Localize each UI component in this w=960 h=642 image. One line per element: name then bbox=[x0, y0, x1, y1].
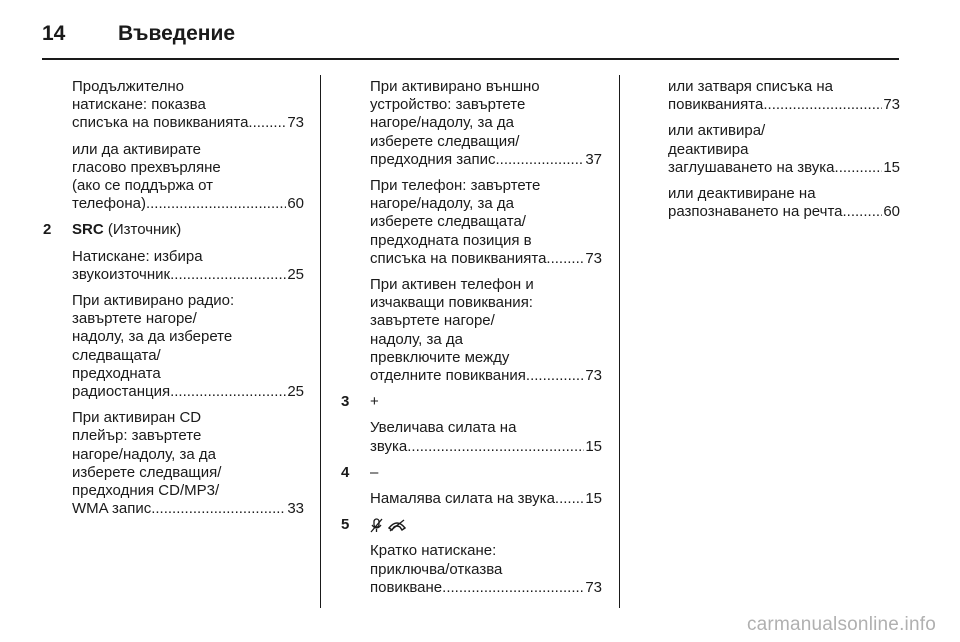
dot-leader bbox=[843, 203, 883, 221]
entry-text-line: гласово прехвърляне bbox=[72, 158, 221, 176]
entry-last-line bbox=[72, 383, 304, 401]
dot-leader bbox=[151, 500, 286, 518]
entry-text-line: предходния запис bbox=[370, 150, 496, 168]
index-entry bbox=[370, 419, 602, 455]
plus-symbol: + bbox=[370, 393, 379, 411]
entry-last-line bbox=[370, 250, 602, 268]
entry-text-line: разпознаването на речта bbox=[668, 203, 843, 221]
index-entry bbox=[72, 409, 304, 518]
entry-text-line: устройство: завъртете bbox=[370, 96, 526, 114]
index-entry bbox=[72, 248, 304, 284]
entry-text-line: При активирано външно bbox=[370, 78, 540, 95]
page-reference: 33 bbox=[287, 500, 304, 518]
item-2-heading bbox=[43, 221, 304, 239]
entry-text-line: списъка на повикванията bbox=[370, 249, 547, 267]
item-number: 4 bbox=[341, 463, 350, 481]
item-3-heading bbox=[341, 393, 602, 411]
entry-text-line: изчакващи повиквания: bbox=[370, 294, 533, 312]
index-entry bbox=[668, 122, 900, 177]
page-reference: 25 bbox=[287, 383, 304, 401]
item-label-bold: SRC bbox=[72, 221, 104, 239]
page-reference: 37 bbox=[585, 150, 602, 168]
header-rule bbox=[42, 58, 899, 60]
index-entry bbox=[370, 490, 602, 508]
page-header bbox=[42, 14, 235, 54]
index-entry bbox=[668, 185, 900, 221]
entry-text-line: плейър: завъртете bbox=[72, 427, 202, 445]
index-entry bbox=[72, 292, 304, 401]
entry-text-line: Кратко натискане: bbox=[370, 542, 497, 560]
item-number: 2 bbox=[43, 221, 52, 239]
page-reference: 73 bbox=[287, 114, 304, 132]
entry-text-line: следващата/ bbox=[72, 346, 161, 364]
entry-last-line bbox=[72, 195, 304, 213]
entry-last-line bbox=[668, 96, 900, 114]
entry-text-line: нагоре/надолу, за да bbox=[72, 445, 216, 463]
entry-text-line: или затваря списъка на bbox=[668, 78, 833, 95]
watermark: carmanualsonline.info bbox=[746, 614, 936, 635]
column-3 bbox=[668, 78, 900, 229]
page-number: 14 bbox=[42, 22, 66, 45]
entry-last-line bbox=[668, 203, 900, 221]
entry-last-line bbox=[370, 490, 602, 508]
page-reference: 60 bbox=[287, 195, 304, 213]
entry-text-line: завъртете нагоре/ bbox=[72, 310, 197, 328]
entry-text-line: радиостанция bbox=[72, 383, 171, 401]
entry-text-line: превключите между bbox=[370, 348, 510, 366]
entry-text-line: или да активирате bbox=[72, 140, 202, 158]
index-entry bbox=[370, 542, 602, 597]
entry-text-line: WMA запис bbox=[72, 500, 152, 518]
entry-text-line: или активира/ bbox=[668, 122, 766, 140]
entry-text-line: повикване bbox=[370, 578, 443, 596]
item-5-heading bbox=[341, 516, 602, 534]
microphone-off-icon bbox=[370, 518, 383, 533]
page-reference: 73 bbox=[585, 367, 602, 385]
entry-text-line: При активирано радио: bbox=[72, 292, 235, 310]
entry-last-line bbox=[370, 151, 602, 169]
entry-text-line: списъка на повикванията bbox=[72, 114, 249, 132]
entry-text-line: деактивира bbox=[668, 140, 749, 158]
entry-text-line: заглушаването на звука bbox=[668, 158, 835, 176]
page-reference: 73 bbox=[585, 578, 602, 596]
entry-text-line: предходната позиция в bbox=[370, 231, 532, 249]
entry-text-line: надолу, за да bbox=[370, 330, 463, 348]
entry-text-line: повикванията bbox=[668, 96, 764, 114]
dot-leader bbox=[442, 579, 584, 597]
entry-text-line: звукоизточник bbox=[72, 265, 171, 283]
dot-leader bbox=[170, 383, 286, 401]
page-reference: 15 bbox=[883, 158, 900, 176]
column-2 bbox=[341, 78, 602, 605]
hang-up-phone-icon bbox=[387, 519, 407, 532]
entry-text-line: Продължително bbox=[72, 78, 185, 95]
column-1 bbox=[43, 78, 304, 526]
entry-text-line: приключва/отказва bbox=[370, 560, 503, 578]
index-entry bbox=[370, 276, 602, 385]
entry-text-line: При активен телефон и bbox=[370, 276, 534, 294]
dot-leader bbox=[146, 195, 286, 213]
entry-text-line: нагоре/надолу, за да bbox=[370, 195, 514, 213]
dot-leader bbox=[555, 490, 584, 508]
index-entry bbox=[370, 78, 602, 169]
entry-text-line: изберете следващия/ bbox=[72, 463, 222, 481]
index-entry bbox=[668, 78, 900, 114]
dot-leader bbox=[526, 367, 584, 385]
entry-last-line bbox=[370, 438, 602, 456]
entry-text-line: предходната bbox=[72, 364, 161, 382]
dot-leader bbox=[835, 159, 883, 177]
dot-leader bbox=[546, 250, 584, 268]
entry-text-line: Намалява силата на звука bbox=[370, 490, 555, 508]
entry-text-line: звука bbox=[370, 437, 408, 455]
entry-text-line: надолу, за да изберете bbox=[72, 328, 233, 346]
index-entry bbox=[72, 78, 304, 133]
column-divider-2 bbox=[619, 75, 620, 608]
entry-text-line: Натискане: избира bbox=[72, 247, 203, 265]
page-reference: 60 bbox=[883, 203, 900, 221]
entry-text-line: изберете следващия/ bbox=[370, 132, 520, 150]
dot-leader bbox=[496, 151, 585, 169]
entry-text-line: (ако се поддържа от bbox=[72, 177, 214, 195]
item-4-heading bbox=[341, 463, 602, 482]
entry-text-line: предходния CD/MP3/ bbox=[72, 482, 220, 500]
entry-last-line bbox=[72, 266, 304, 284]
page-reference: 25 bbox=[287, 265, 304, 283]
item-number: 5 bbox=[341, 516, 350, 534]
column-divider-1 bbox=[320, 75, 321, 608]
item-number: 3 bbox=[341, 393, 350, 411]
dot-leader bbox=[763, 96, 882, 114]
dot-leader bbox=[407, 438, 584, 456]
page-reference: 73 bbox=[883, 96, 900, 114]
index-entry bbox=[72, 141, 304, 214]
entry-text-line: отделните повиквания bbox=[370, 367, 526, 385]
page-title: Въведение bbox=[118, 22, 236, 45]
entry-text-line: нагоре/надолу, за да bbox=[370, 114, 514, 132]
entry-text-line: телефона) bbox=[72, 195, 146, 213]
entry-text-line: При телефон: завъртете bbox=[370, 177, 541, 195]
item-label: (Източник) bbox=[103, 221, 182, 239]
dot-leader bbox=[170, 266, 286, 284]
entry-last-line bbox=[370, 579, 602, 597]
entry-text-line: Увеличава силата на bbox=[370, 419, 517, 437]
entry-text-line: натискане: показва bbox=[72, 96, 206, 114]
entry-text-line: изберете следващата/ bbox=[370, 213, 526, 231]
entry-text-line: или деактивиране на bbox=[668, 185, 816, 203]
minus-symbol: – bbox=[370, 463, 379, 481]
page-reference: 73 bbox=[585, 249, 602, 267]
entry-last-line bbox=[72, 114, 304, 132]
entry-text-line: завъртете нагоре/ bbox=[370, 312, 495, 330]
entry-last-line bbox=[668, 159, 900, 177]
page-reference: 15 bbox=[585, 437, 602, 455]
entry-text-line: При активиран CD bbox=[72, 409, 202, 427]
entry-last-line bbox=[72, 500, 304, 518]
page-reference: 15 bbox=[585, 490, 602, 508]
index-entry bbox=[370, 177, 602, 268]
entry-last-line bbox=[370, 367, 602, 385]
dot-leader bbox=[248, 114, 286, 132]
